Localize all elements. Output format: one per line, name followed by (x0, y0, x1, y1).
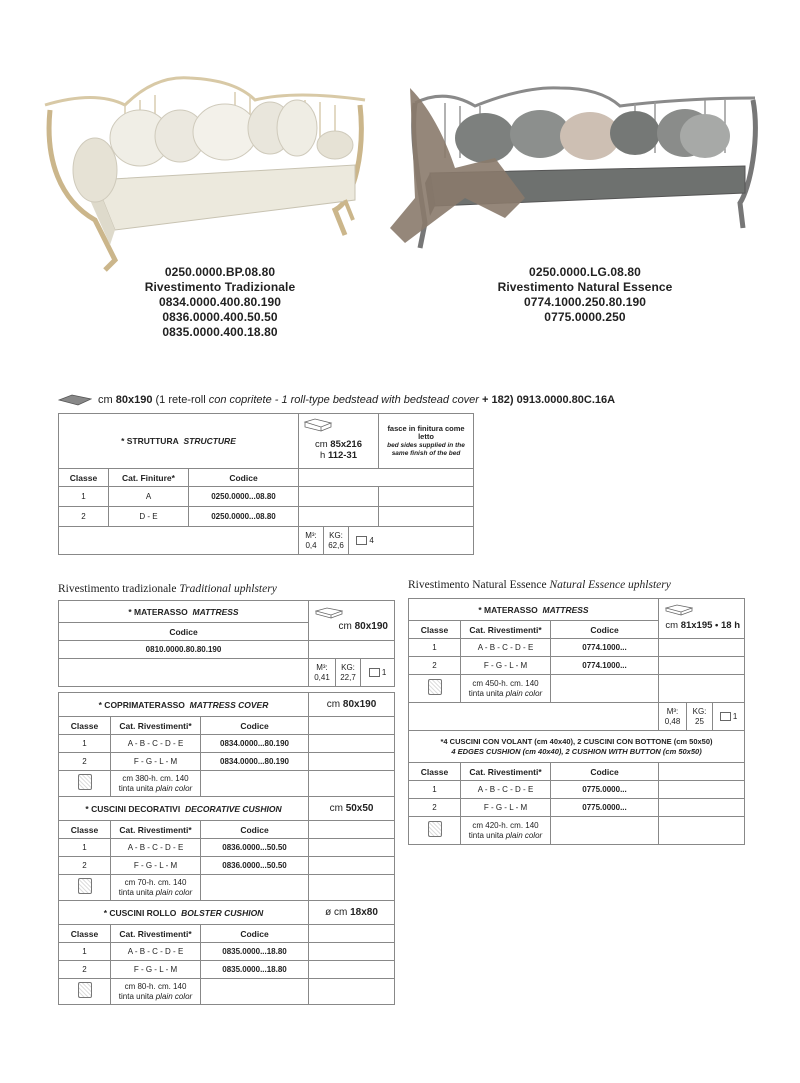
caption-line: 0250.0000.LG.08.80 (529, 265, 641, 279)
col-cat: Cat. Rivestimenti* (461, 621, 551, 639)
col-cat: Cat. Rivestimenti* (111, 717, 201, 735)
caption-line: 0775.0000.250 (544, 310, 626, 324)
box-icon (720, 712, 731, 721)
trad-mattress-code: 0810.0000.80.80.190 (59, 641, 309, 659)
col-codice: Codice (551, 621, 659, 639)
col-cat: Cat. Rivestimenti* (111, 821, 201, 839)
col-classe: Classe (59, 717, 111, 735)
table-row: 1 A - B - C - D - E 0775.0000... (409, 781, 745, 799)
cell-code: 0250.0000...08.80 (189, 507, 299, 527)
structure-kg: KG: 62,6 (324, 527, 349, 554)
table-row: 2 F - G - L - M 0836.0000...50.50 (59, 857, 395, 875)
col-codice: Codice (551, 763, 659, 781)
caption-natural-essence (470, 265, 700, 325)
daybed-traditional-image (35, 70, 370, 280)
table-row: 1 A - B - C - D - E 0774.1000... (409, 639, 745, 657)
col-cat: Cat. Rivestimenti* (461, 763, 551, 781)
col-codice: Codice (201, 925, 309, 943)
cover-title: * COPRIMATERASSO MATTRESS COVER (59, 693, 309, 717)
structure-title-en: STRUCTURE (183, 436, 236, 446)
caption-line: 0836.0000.400.50.50 (162, 310, 278, 324)
col-codice: Codice (189, 469, 299, 487)
fabric-swatch-icon (428, 821, 442, 837)
col-cat: Cat. Rivestimenti* (111, 925, 201, 943)
fabric-note: cm 450-h. cm. 140 tinta unita plain color (461, 675, 551, 703)
natural-mattress-title: * MATERASSO MATTRESS (409, 599, 659, 621)
fabric-swatch-cell (59, 771, 111, 797)
box-icon (356, 536, 367, 545)
table-row: 2 F - G - L - M 0835.0000...18.80 (59, 961, 395, 979)
bolster-dim: ø cm 18x80 (309, 901, 395, 925)
trad-mattress-kg: KG: 22,7 (336, 659, 361, 687)
traditional-mattress-table (58, 600, 395, 687)
caption-line: Rivestimento Tradizionale (144, 280, 296, 294)
caption-line: Rivestimento Natural Essence (497, 280, 673, 294)
col-classe: Classe (409, 763, 461, 781)
fabric-swatch-cell (409, 675, 461, 703)
natural-mattress-dim: cm 81x195 • 18 h (659, 599, 745, 639)
table-row: 2 F - G - L - M 0775.0000... (409, 799, 745, 817)
fabric-swatch-icon (428, 679, 442, 695)
cushion-title: * CUSCINI DECORATIVI DECORATIVE CUSHION (59, 797, 309, 821)
col-codice: Codice (201, 717, 309, 735)
fabric-swatch-cell (59, 875, 111, 901)
natural-mattress-boxes: 1 (713, 703, 745, 731)
structure-m3: M³: 0,4 (299, 527, 324, 554)
bed-base-icon (58, 394, 92, 406)
structure-dim: 85x216 (330, 439, 362, 450)
structure-note-it: fasce in finitura come letto (387, 423, 465, 441)
natural-mattress-table (408, 598, 745, 845)
fabric-swatch-icon (78, 982, 92, 998)
col-classe: Classe (59, 821, 111, 839)
fabric-swatch-icon (78, 774, 92, 790)
col-codice: Codice (201, 821, 309, 839)
cell-cat: A (109, 487, 189, 507)
trad-mattress-dim: cm 80x190 (309, 601, 395, 641)
dim-desc-b: con copritete - 1 roll-type bedstead with bedstead cover (208, 394, 479, 406)
fabric-swatch-cell (59, 979, 111, 1005)
fabric-note: cm 420-h. cm. 140 tinta unita plain color (461, 817, 551, 845)
fabric-note: cm 380-h. cm. 140 tinta unita plain color (111, 771, 201, 797)
caption-line: 0774.1000.250.80.190 (523, 295, 647, 309)
mattress-icon (315, 607, 343, 619)
trad-mattress-boxes: 1 (361, 659, 395, 687)
fabric-note: cm 70-h. cm. 140 tinta unita plain color (111, 875, 201, 901)
structure-dim-prefix: cm (314, 439, 328, 450)
structure-shipping-cell (299, 527, 474, 555)
dim-desc-a: (1 rete-roll (155, 394, 209, 406)
daybed-natural-essence-image (385, 78, 770, 258)
box-icon (369, 668, 380, 677)
caption-traditional (120, 265, 320, 340)
structure-h-prefix: h (320, 450, 326, 461)
table-row: 1 A - B - C - D - E 0834.0000...80.190 (59, 735, 395, 753)
col-classe: Classe (59, 469, 109, 487)
col-classe: Classe (59, 925, 111, 943)
cell-cat: D - E (109, 507, 189, 527)
dim-code: 0913.0000.80C.16A (516, 394, 616, 406)
cell-classe: 2 (59, 507, 109, 527)
col-classe: Classe (409, 621, 461, 639)
structure-dimension-cell (299, 414, 379, 469)
fabric-note: cm 80-h. cm. 140 tinta unita plain color (111, 979, 201, 1005)
bolster-title: * CUSCINI ROLLO BOLSTER CUSHION (59, 901, 309, 925)
table-row (59, 487, 474, 507)
mattress-icon (665, 604, 693, 616)
structure-title (59, 414, 299, 469)
structure-title-it: * STRUTTURA (121, 436, 179, 446)
traditional-cover-table (58, 692, 395, 1005)
trad-mattress-title: * MATERASSO MATTRESS (59, 601, 309, 623)
dim-desc-c: + 182) (478, 394, 514, 406)
caption-line: 0834.0000.400.80.190 (158, 295, 282, 309)
table-row: 1 A - B - C - D - E 0836.0000...50.50 (59, 839, 395, 857)
table-row (59, 507, 474, 527)
structure-note-en: bed sides supplied in the same finish of the bed (387, 441, 465, 457)
trad-mattress-code-header: Codice (59, 623, 309, 641)
natural-mattress-kg: KG: 25 (687, 703, 713, 731)
natural-section-title: Rivestimento Natural Essence Natural Essence uphlstery (408, 579, 671, 591)
dim-size: 80x190 (115, 394, 153, 406)
table-row: 2 F - G - L - M 0834.0000...80.190 (59, 753, 395, 771)
caption-line: 0250.0000.BP.08.80 (164, 265, 276, 279)
cover-dim: cm 80x190 (309, 693, 395, 717)
structure-note-cell (379, 414, 474, 469)
cushion-dim: cm 50x50 (309, 797, 395, 821)
fabric-swatch-icon (78, 878, 92, 894)
table-row: 2 F - G - L - M 0774.1000... (409, 657, 745, 675)
col-cat: Cat. Finiture* (109, 469, 189, 487)
structure-h: 112-31 (327, 450, 357, 461)
dim-prefix: cm (98, 394, 113, 406)
caption-line: 0835.0000.400.18.80 (162, 325, 278, 339)
natural-mattress-m3: M³: 0,48 (659, 703, 687, 731)
cell-code: 0250.0000...08.80 (189, 487, 299, 507)
structure-table (58, 413, 474, 555)
dimension-line (98, 393, 615, 407)
structure-frame-icon (303, 418, 333, 432)
cell-classe: 1 (59, 487, 109, 507)
trad-mattress-m3: M³: 0,41 (309, 659, 336, 687)
traditional-section-title: Rivestimento tradizionale Traditional uphlstery (58, 583, 277, 595)
natural-cushions-title: *4 CUSCINI CON VOLANT (cm 40x40), 2 CUSCINI CON BOTTONE (cm 50x50) 4 EDGES CUSHION (cm 40x40), 2 CUSHION WITH BUTTON (cm 50x50) (409, 731, 745, 763)
structure-boxes: 4 (349, 527, 382, 554)
fabric-swatch-cell (409, 817, 461, 845)
table-row: 1 A - B - C - D - E 0835.0000...18.80 (59, 943, 395, 961)
